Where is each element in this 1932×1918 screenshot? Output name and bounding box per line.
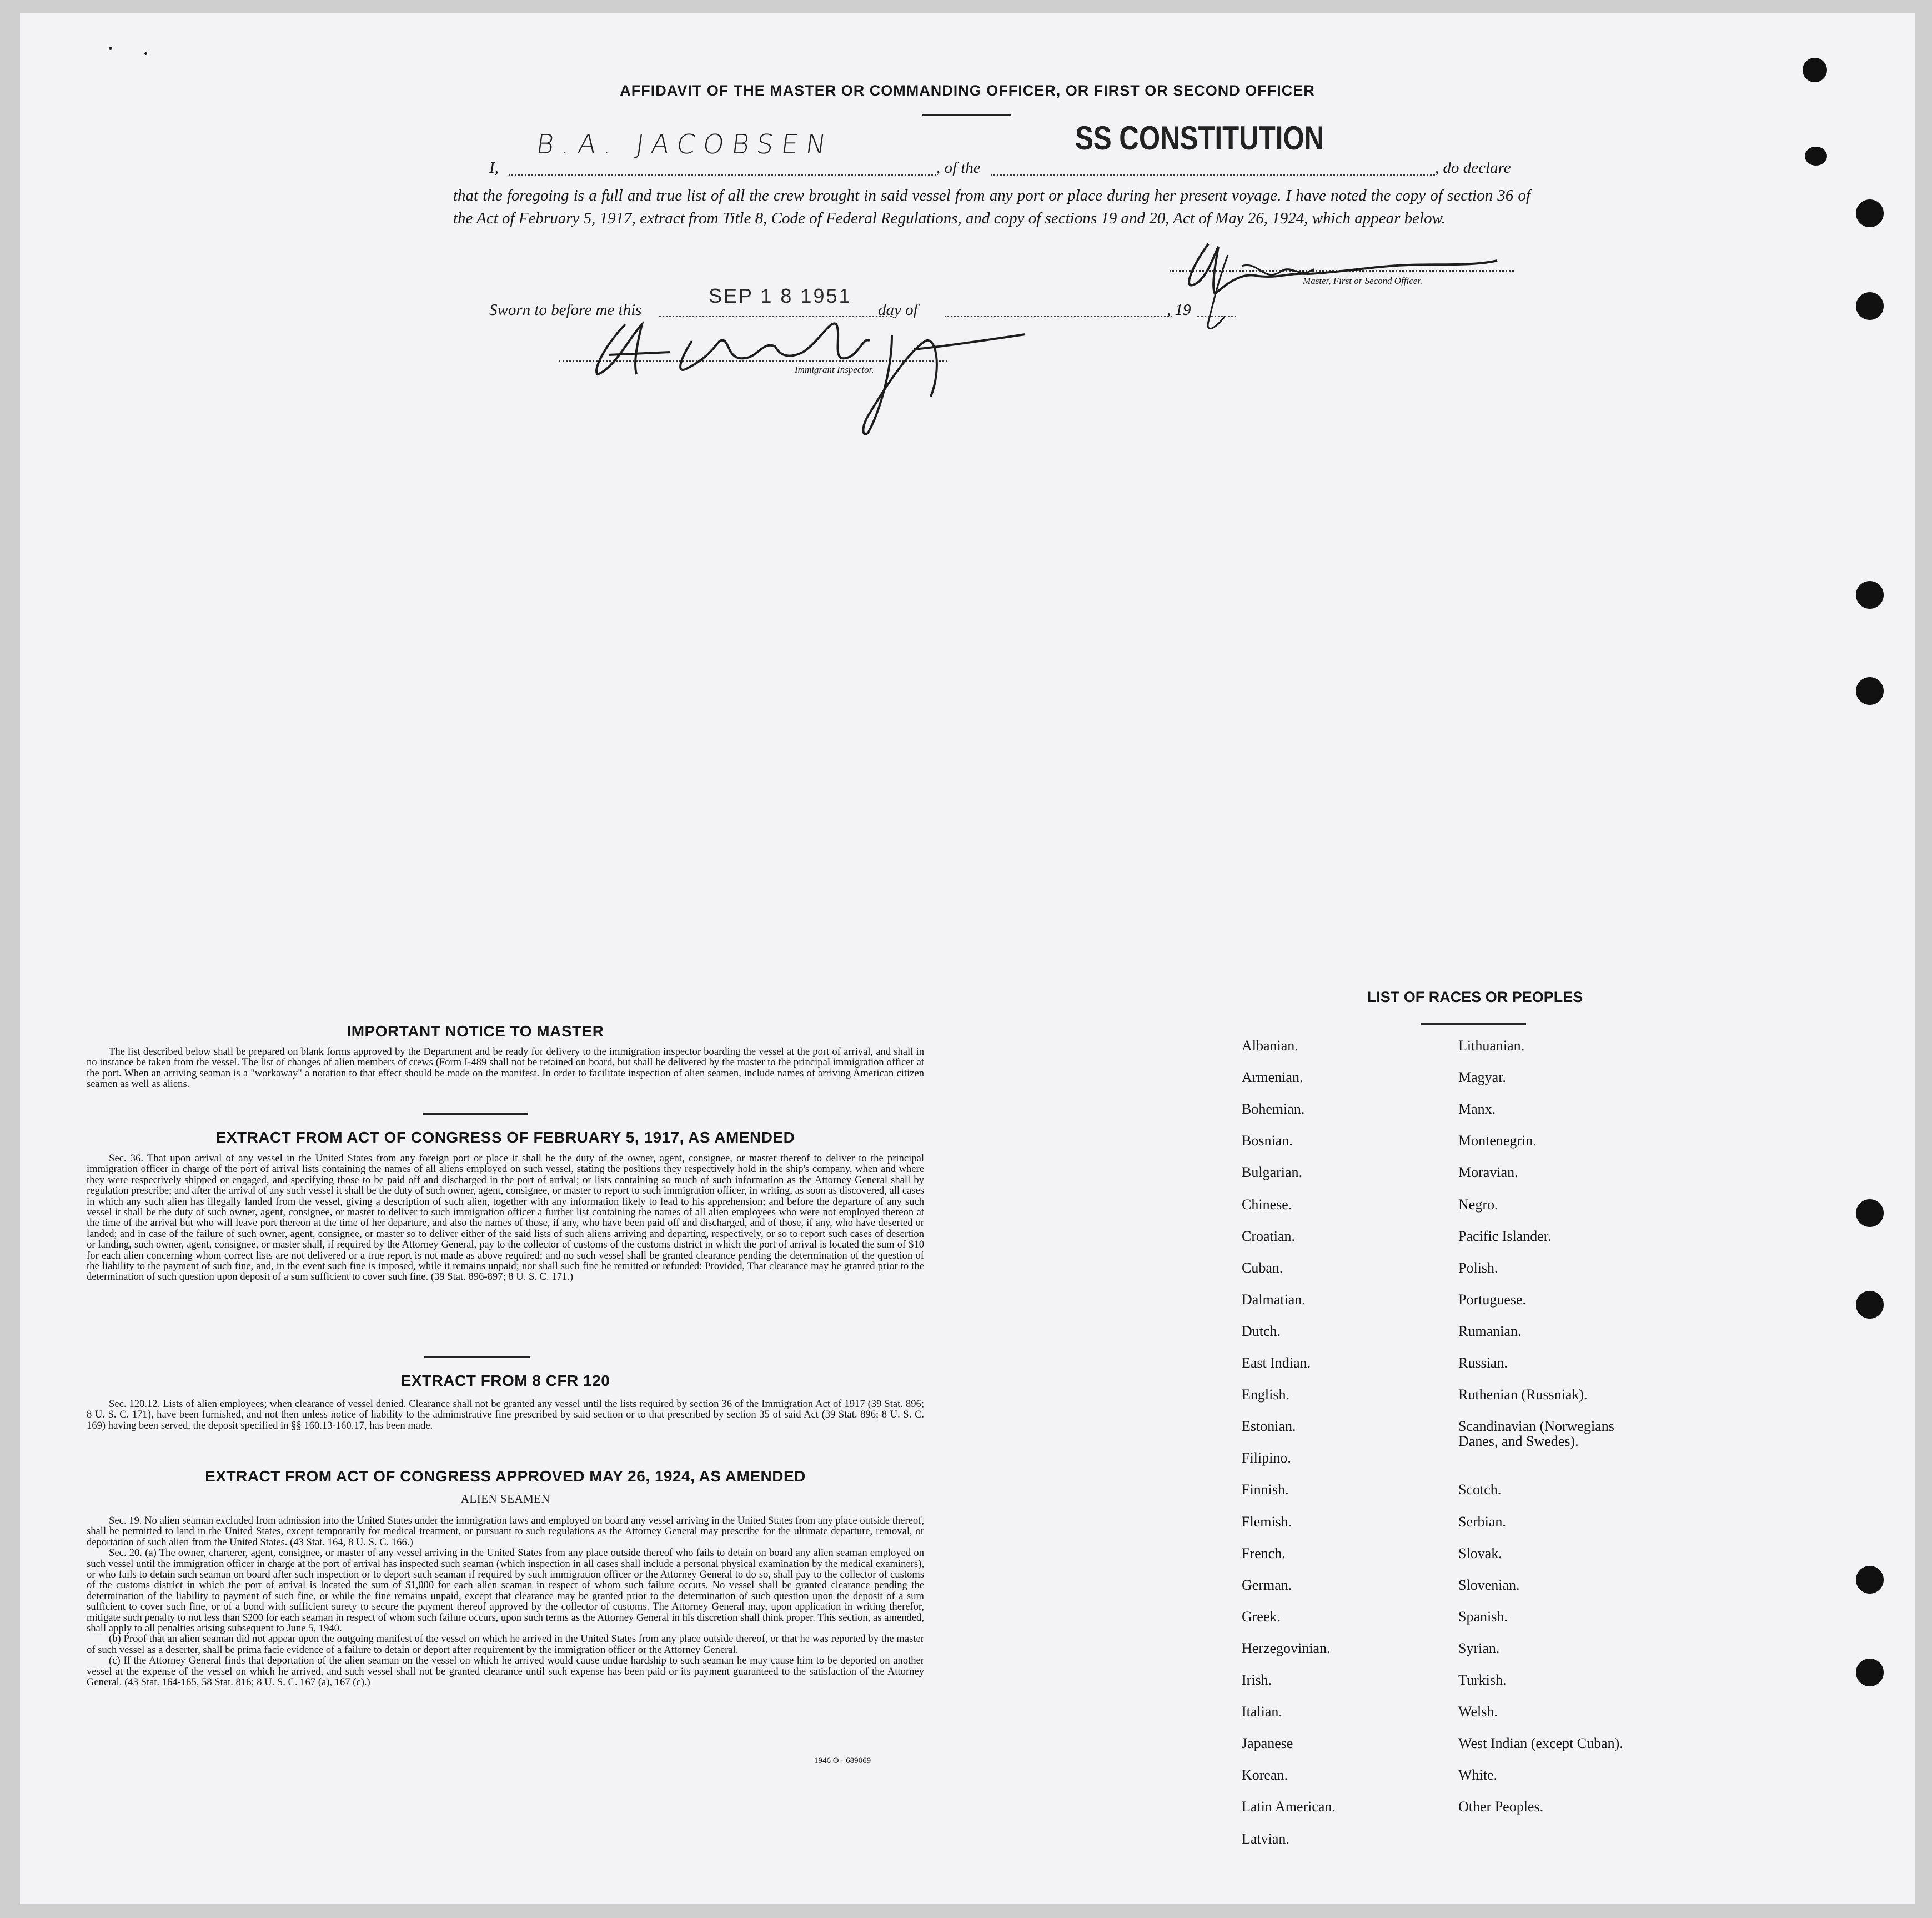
race-item: German. [1242,1576,1292,1593]
extract-1924-text [87,1515,924,1688]
race-item: Negro. [1458,1196,1498,1213]
speck-mark [144,52,147,55]
race-item: Pacific Islander. [1458,1228,1552,1244]
sec-36-paragraph: Sec. 36. That upon arrival of any vessel in the United States from any foreign port or place it shall be the duty of the owner, agent, consignee, or master thereof to deliver to the principal immigration officer in charge of the port of arrival lists containing the names of all aliens employed on such vessel, stating the positions they respectively hold in the ship's company, when and where they were respectively shipped or engaged, and specifying those to be paid off and discharged in the port of arrival; or lists containing so much of such information as the Attorney General shall by regulation prescribe; and after the arrival of any such vessel it shall be the duty of such owner, agent, consignee, or master to report to such immigration officer, in writing, as soon as discovered, all cases in which any such alien has illegally landed from the vessel, giving a description of such alien, together with any information likely to lead to his apprehension; and before the departure of any such vessel it shall be the duty of such owner, agent, consignee, or master to deliver to such immigration officer a further list containing the names of all alien employees who were not employed thereon at the time of the arrival but who will leave port thereon at the time of her departure, and also the names of those, if any, who have been paid off and discharged, and of those, if any, who have deserted or landed; and in case of the failure of such owner, agent, consignee, or master so to deliver either of the said lists of such aliens arriving and departing, respectively, or so to report such cases of desertion or landing, such owner, agent, consignee, or master shall, if required by the Attorney General, pay to the collector of customs of the customs district in which the port of arrival is located the sum of $10 for each alien concerning whom correct lists are not delivered or a true report is not made as above required; and no such vessel shall be granted clearance pending the determination of the question of the liability to the payment of such fine, and, in the event such fine is imposed, while it remains unpaid; nor shall such fine be remitted or refunded: Provided, That clearance may be granted prior to the determination of such question upon deposit of a sum sufficient to cover such fine. (39 Stat. 896-897; 8 U. S. C. 171.) [87,1153,924,1283]
race-item: Latvian. [1242,1830,1289,1847]
race-item: Bulgarian. [1242,1164,1303,1181]
race-item: Serbian. [1458,1513,1506,1530]
section-divider [424,1356,530,1358]
race-item: Montenegrin. [1458,1133,1537,1149]
race-item: Ruthenian (Russniak). [1458,1386,1588,1403]
race-item: Greek. [1242,1608,1281,1625]
notice-paragraph: The list described below shall be prepared on blank forms approved by the Department and be ready for delivery to the immigration inspector boarding the vessel at the port of arrival, and shall in no instance be taken from the vessel. The list of changes of alien members of crews (Form I-489 shall not be retained on board, but shall be delivered by the master to the principal immigration officer at the port. When an arriving seaman is a "workaway" a notation to that effect should be made on the manifest. In order to facilitate inspection of alien seamen, include names of arriving American citizen seamen as well as aliens. [87,1046,924,1090]
binder-hole [1803,58,1827,82]
year-line [1197,316,1236,317]
race-item: Filipino. [1242,1450,1291,1466]
affidavit-paragraph: that the foregoing is a full and true list of all the crew brought in said vessel from any port or place during her present voyage. I have noted the copy of section 36 of the Act of February 5, 1917, extract from Title 8, Code of Federal Regulations, and copy of sections 19 and 20, Act of May 26, 1924, which appear below. [453,187,1530,227]
races-list-title: LIST OF RACES OR PEOPLES [1367,989,1583,1005]
race-item: Turkish. [1458,1672,1507,1688]
race-item: Albanian. [1242,1038,1298,1054]
extract-1917-title: EXTRACT FROM ACT OF CONGRESS OF FEBRUARY 5, 1917, AS AMENDED [215,1129,795,1146]
i-label: I, [489,159,499,177]
extract-cfr-title: EXTRACT FROM 8 CFR 120 [400,1372,610,1389]
speck-mark [109,47,112,50]
race-item: Scotch. [1458,1481,1502,1498]
race-item: Japanese [1242,1735,1293,1752]
master-name-handwritten: B.A. JACOBSEN [534,129,836,160]
race-item: Lithuanian. [1458,1038,1525,1054]
binder-hole [1856,581,1884,609]
race-item: Rumanian. [1458,1323,1522,1339]
race-item: Irish. [1242,1672,1272,1688]
binder-hole [1856,677,1884,705]
inspector-caption: Immigrant Inspector. [795,364,874,375]
race-item: Herzegovinian. [1242,1640,1331,1656]
race-item: Korean. [1242,1767,1288,1784]
race-item: Armenian. [1242,1069,1303,1086]
year-prefix: , 19 [1167,301,1191,319]
race-item: Portuguese. [1458,1291,1527,1308]
sec-20c-paragraph: (c) If the Attorney General finds that deportation of the alien seaman on the vessel on which he arrived would cause undue hardship to such seaman he may cause him to be deported on another vessel at the expense of the vessel on which he arrived, and such vessel shall not be granted clearance until such expense has been paid or its payment guaranteed to the satisfaction of the Attorney General. (43 Stat. 164-165, 58 Stat. 816; 8 U. S. C. 167 (a), 167 (c).) [87,1655,924,1689]
race-item: Finnish. [1242,1481,1289,1498]
race-item: Syrian. [1458,1640,1500,1656]
race-item: French. [1242,1545,1286,1561]
race-item: Latin American. [1242,1799,1336,1815]
document-page [20,13,1915,1904]
race-item: Italian. [1242,1704,1282,1720]
of-the-label: , of the [936,159,981,177]
race-item: Spanish. [1458,1608,1508,1625]
day-of-label: day of [878,301,918,319]
race-item: Moravian. [1458,1164,1518,1181]
section-divider [423,1113,528,1115]
do-declare-label: , do declare [1435,159,1511,177]
binder-hole [1856,1659,1884,1686]
extract-1924-title: EXTRACT FROM ACT OF CONGRESS APPROVED MAY 26, 1924, AS AMENDED [205,1468,806,1485]
vessel-line [991,174,1435,176]
race-item: Slovenian. [1458,1576,1520,1593]
master-signature [1175,233,1519,344]
sec-19-paragraph: Sec. 19. No alien seaman excluded from admission into the United States under the immigration laws and employed on board any vessel arriving in the United States from any place outside thereof, shall be permitted to land in the United States, except temporarily for medical treatment, or pursuant to such regulations as the Attorney General may prescribe for the ultimate departure, removal, or deportation of such alien from the United States. (43 Stat. 164, 8 U. S. C. 166.) [87,1515,924,1548]
race-item: Cuban. [1242,1259,1283,1276]
races-divider [1421,1023,1526,1025]
race-item: White. [1458,1767,1498,1784]
sec-20b-paragraph: (b) Proof that an alien seaman did not appear upon the outgoing manifest of the vessel on which he arrived in the United States from any place outside thereof, or that he was reported by the master of such vessel as a deserter, shall be prima facie evidence of a failure to detain or deport after requirement by the immigration officer or the Attorney General. [87,1633,924,1656]
sec-120-12-paragraph: Sec. 120.12. Lists of alien employees; when clearance of vessel denied. Clearance shall not be granted any vessel until the lists required by section 36 of the Immigration Act of 1917 (39 Stat. 896; 8 U. S. C. 171), have been furnished, and not then unless notice of liability to the administrative fine prescribed by said section or to that prescribed by section 35 of said Act (39 Stat. 896; 8 U. S. C. 169) having been served, the deposit specified in §§ 160.13-160.17, has been made. [87,1398,924,1431]
race-item: Polish. [1458,1259,1498,1276]
sec-20a-paragraph: Sec. 20. (a) The owner, charterer, agent, consignee, or master of any vessel arriving in the United States from any place outside thereof who fails to detain on board any alien seaman employed on such vessel until the immigration officer in charge at the port of arrival has inspected such seaman (which inspection in all cases shall include a personal physical examination by the medical examiners), or who fails to detain such seaman on board after such inspection or to deport such seaman if required by such immigration officer or the Attorney General to do so, shall pay to the collector of customs of the customs district in which the port of arrival is located the sum of $1,000 for each alien seaman in respect of whom such failure occurs. No vessel shall be granted clearance pending the determination of the liability to payment of such fine, or while the fine remains unpaid, except that clearance may be granted prior to the determination of such question upon the deposit of a sum sufficient to cover such fine, or of a bond with sufficient surety to secure the payment thereof approved by the collector of customs. The Attorney General may, upon application in writing therefor, mitigate such penalty to not less than $200 for each seaman in respect of whom such failure occurs, upon such terms as the Attorney General in his discretion shall think proper. This section, as amended, shall apply to all penalties arising subsequent to June 5, 1940. [87,1547,924,1635]
binder-hole [1856,292,1884,320]
race-item: Chinese. [1242,1196,1292,1213]
binder-hole [1856,1566,1884,1594]
race-item: Russian. [1458,1355,1508,1371]
race-item: East Indian. [1242,1355,1311,1371]
race-item: Dutch. [1242,1323,1281,1339]
extract-cfr-text [87,1399,924,1431]
race-item: Slovak. [1458,1545,1502,1561]
date-stamp: SEP 1 8 1951 [709,284,852,307]
race-item: Croatian. [1242,1228,1296,1244]
race-item: Bohemian. [1242,1101,1305,1118]
race-item: Welsh. [1458,1704,1498,1720]
notice-title: IMPORTANT NOTICE TO MASTER [347,1023,604,1040]
binder-hole [1856,1199,1884,1227]
extract-1917-text [87,1153,924,1283]
race-item: English. [1242,1386,1289,1403]
notice-text [87,1046,924,1090]
race-item: West Indian (except Cuban). [1458,1735,1623,1752]
vessel-name-stamp: SS CONSTITUTION [1075,119,1324,157]
sworn-label: Sworn to before me this [489,301,642,319]
race-item: Scandinavian (Norwegians Danes, and Swedes). [1458,1418,1614,1450]
affidavit-title: AFFIDAVIT OF THE MASTER OR COMMANDING OFFICER, OR FIRST OR SECOND OFFICER [620,82,1315,99]
race-item: Bosnian. [1242,1133,1293,1149]
master-caption: Master, First or Second Officer. [1303,276,1423,286]
name-line [509,174,936,176]
binder-hole [1856,199,1884,227]
binder-hole [1856,1291,1884,1319]
title-divider [922,114,1011,116]
race-item: Manx. [1458,1101,1496,1118]
print-code: 1946 O - 689069 [814,1756,871,1765]
race-item: Flemish. [1242,1513,1292,1530]
alien-seamen-subtitle: ALIEN SEAMEN [460,1492,550,1505]
race-item: Estonian. [1242,1418,1296,1435]
binder-hole [1805,147,1827,166]
race-item: Magyar. [1458,1069,1506,1086]
race-item: Other Peoples. [1458,1799,1544,1815]
race-item: Dalmatian. [1242,1291,1306,1308]
